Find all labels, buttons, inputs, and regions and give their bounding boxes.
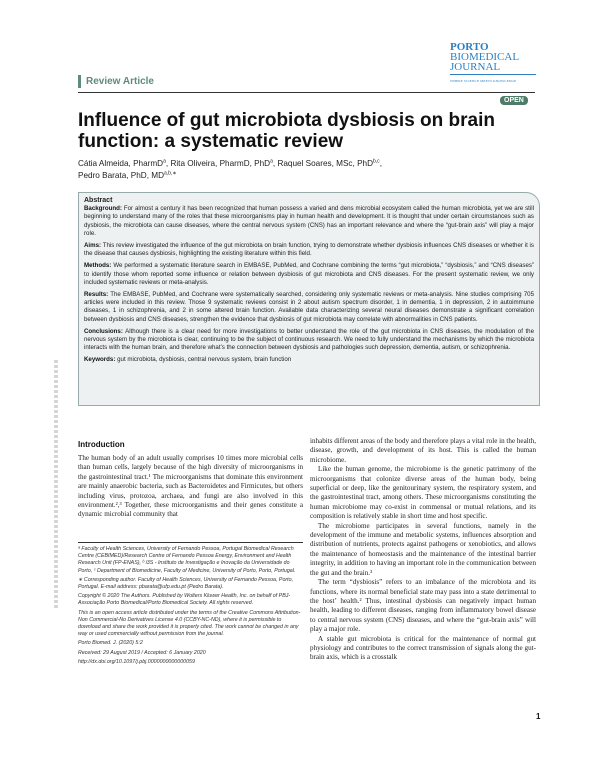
logo-tagline: WHERE SCIENCE MEETS KNOWLEDGE	[450, 74, 536, 86]
author: Cátia Almeida, PharmD$^a$,	[78, 158, 171, 168]
footnote-license: This is an open access article distributed under the terms of the Creative Commons Attribution-Non Commercial-No Derivatives License 4.0 (CCBY-NC-ND), where it is permissible to download and share the work provided it is properly cited. The work cannot be changed in any way or used commercially without permission from the journal.	[78, 609, 301, 638]
paragraph: The term “dysbiosis” refers to an imbalance of the microbiota and its functions, where its normal beneficial state may pass into a state detrimental to the host’ health.² Thus, intestinal dysbiosis can negatively impact human health, leading to different diseases, ranging from inflammatory bowel disease to central nervous system (CNS) diseases, and where the “gut-brain axis” will play a major role.	[310, 578, 536, 634]
footnote-corresponding: ∗ Corresponding author. Faculty of Health Sciences, University of Fernando Pessoa, Porto, Portugal. E-mail address: pbarata@ufp.edu.pt (Pedro Barata).	[78, 576, 294, 591]
abstract-heading: Abstract	[84, 197, 113, 204]
paragraph: The microbiome participates in several functions, namely in the development of the immune and metabolic systems, influences absorption and distribution of nutrients, protects against pathogens or xenobiotics, and allows the maintenance of homeostasis and the maintenance of the intestinal barrier integrity, in addition to having an important role in the communication between the gut and the brain.³	[310, 521, 536, 577]
footnote-copyright: Copyright © 2020 The Authors. Published by Wolters Kluwer Health, Inc. on behalf of PBJ-Associação Porto Biomedical/Porto Biomedical Society. All rights reserved.	[78, 593, 291, 607]
author: Pedro Barata, PhD, $MD^{a,b,∗}$	[78, 170, 177, 181]
footnote-citation: Porto Biomed. J. (2020) 5:2	[78, 640, 143, 647]
footnotes	[78, 546, 303, 668]
abstract-conclusions: Conclusions: Although there is a clear need for more investigations to better understand the role of the gut microbiota in CNS diseases, the modulation of the nervous system by the microbiota is clear, continuing to be the subject of continuous research. We need to fully understand the mechanisms by which the microbiota interacts with the human brain, and therefore what’s the connection between dysbiosis and pathologies such depression, dementia, autism, or schizophrenia.	[84, 327, 534, 352]
abstract-methods: Methods: We performed a systematic literature search in EMBASE, PubMed, and Cochrane combining the terms “gut microbiota,” “dysbiosis,” and “CNS diseases” to identify those whom reported some influence or relation between dysbiosis of gut microbiota and CNS diseases. For the present systematic review, we only included systematic reviews or meta-analysis.	[84, 262, 534, 286]
paragraph: Like the human genome, the microbiome is the genetic patrimony of the microorganisms that colonize diverse areas of the human body, being superficial or deep, like the genitourinary system, the respiratory system, and the gastrointestinal tract, among others. These microorganisms constituting the human microbiome may co-exist in commensal or mutual relations, and its composition is relatively stable in short time and host specific.	[310, 465, 536, 521]
paper-title: Influence of gut microbiota dysbiosis on brain function: a systematic review	[78, 110, 495, 152]
author: Raquel Soares, MSc, PhD$^{b,c}$,	[277, 158, 382, 168]
right-column-text	[310, 437, 536, 663]
abstract-background: Background: For almost a century it has been recognized that human possess a varied and dens microbial ecosystem called the human microbiota, yet we are still beginning to understand many of the roles that these microorganisms play in human health and development. It is thought that under certain circumstances such as dysbiosis, the microbiota can cause diseases, where the central nervous system (CNS) has an important relevance and where the “gut-brain axis” will play a major role.	[84, 205, 534, 237]
paragraph: inhabits different areas of the body and therefore plays a vital role in the health, disease, growth, and development of its host. This is called the human microbiome.	[310, 437, 536, 464]
page-number: 1	[536, 712, 541, 721]
footnote-dates: Received: 29 August 2019 / Accepted: 6 January 2020	[78, 649, 206, 656]
section-heading-introduction: Introduction	[78, 440, 125, 449]
author: Rita Oliveira, PharmD, PhD$^a$,	[170, 158, 278, 168]
footnote-doi-link[interactable]: http://dx.doi.org/10.1097/j.pbj.0000000000000059	[78, 658, 195, 665]
paragraph: A stable gut microbiota is critical for the maintenance of normal gut physiology and contributes to the correct transmission of signals along the gut-brain axis, which is a crosstalk	[310, 634, 536, 662]
abstract-aims: Aims: This review investigated the influence of the gut microbiota on brain function, trying to demonstrate whether dysbiosis influences CNS diseases or whether it is the disease that causes dysbiosis, highlighting the existing literature within this field.	[84, 242, 534, 258]
logo-line: PORTO	[450, 41, 489, 53]
logo-line: JOURNAL	[450, 61, 501, 73]
logo-line: BIOMEDICAL	[450, 51, 520, 63]
footnote-rule	[78, 542, 303, 543]
abstract-box	[78, 192, 540, 406]
author-list	[78, 156, 528, 181]
open-access-badge: OPEN	[500, 96, 528, 105]
abstract-keywords: Keywords: gut microbiota, dysbiosis, central nervous system, brain function	[84, 356, 292, 364]
footnote-affiliations: ᵃ Faculty of Health Sciences, University of Fernando Pessoa, Portugal Biomedical Research Centre (CEBIMED)/Research Centre of Fernando Pessoa Energy, Environment and Health Research Unit (FP-ENAS), ᵇ i3S - Instituto de Investigação e Inovação da Universidade do Porto, ᶜ Department of Biomedicine, Faculty of Medicine, University of Porto, Porto, Portugal.	[78, 546, 296, 574]
article-type: Review Article	[78, 75, 154, 88]
header-rule	[78, 92, 535, 93]
journal-logo	[450, 42, 536, 86]
abstract-results: Results: The EMBASE, PubMed, and Cochrane were systematically searched, considering only systematic reviews or meta-analysis. Nine studies comprising 705 articles were included in this review. Those 9 systematic reviews consist in 2 about autism spectrum disorder, 1 in dementia, 1 in depression, 2 in autoimmune diseases, 1 in schizophrenia, and 2 in some altered brain function. Available data characterizing several neural diseases demonstrate a significant correlation between dysbiosis and CNS diseases, strengthen the evidence that dysbiosis of gut microbiota may correlate with abnormalities in CNS patients.	[84, 291, 534, 323]
left-column-text: The human body of an adult usually comprises 10 times more microbial cells than human cells, largely because of the high diversity of microorganisms in the gastrointestinal tract.¹ The microorganisms that dominate this environment are mainly anaerobic bacteria, such as Bacteroidetes and Firmicutes, but others including virus, protozoa, archaea, and fungi are also involved in this environment.²,³ Together, these microorganisms and their genes constitute a dynamic microbial community that	[78, 454, 303, 519]
download-watermark-strip	[54, 360, 58, 610]
